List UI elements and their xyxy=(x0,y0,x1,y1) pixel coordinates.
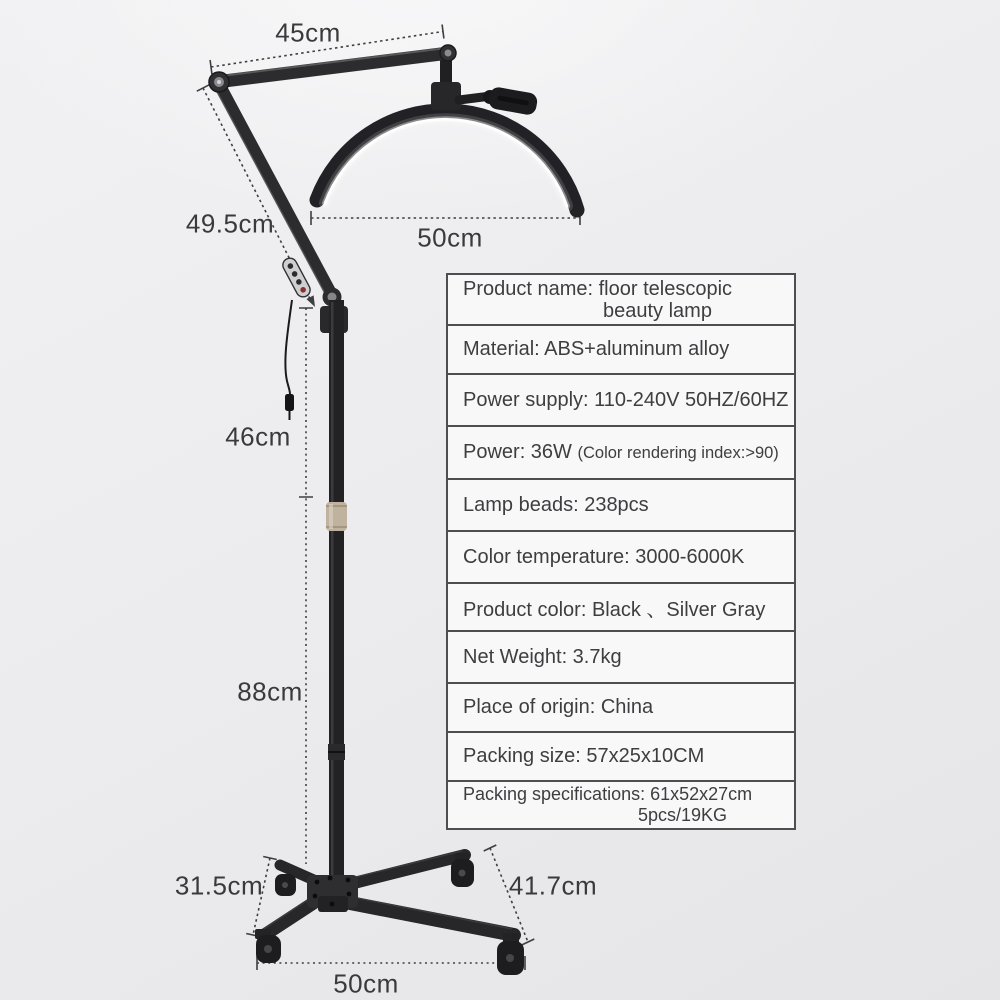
upper-arm xyxy=(216,53,449,82)
power-cord xyxy=(285,300,292,394)
spec-row-color-temperature xyxy=(448,532,794,584)
head-joint xyxy=(440,45,456,61)
elbow-joint xyxy=(209,72,229,92)
spec-row-lamp-beads xyxy=(448,480,794,532)
telescopic-collar xyxy=(326,502,347,531)
spec-row-power xyxy=(448,427,794,480)
dim-arrowhead xyxy=(306,295,315,307)
dim-label-upper-pole: 46cm xyxy=(225,421,291,452)
caster-rear-left xyxy=(275,874,296,896)
spec-row-origin xyxy=(448,684,794,733)
dim-label-lower-pole: 88cm xyxy=(237,676,303,707)
rear-arm-highlight xyxy=(214,87,328,300)
dim-label-rear-arm: 49.5cm xyxy=(185,208,275,239)
head-hinge xyxy=(440,58,452,86)
spec-text: Packing specifications: 61x52x27cm xyxy=(463,784,753,804)
spec-row-power-supply xyxy=(448,375,794,427)
dim-label-top-arm: 45cm xyxy=(275,17,341,48)
spec-text: beauty lamp xyxy=(603,299,712,322)
pole-connector xyxy=(328,744,345,760)
spec-table xyxy=(446,273,796,830)
spec-row-product-name xyxy=(448,275,794,326)
cord-plug xyxy=(285,394,294,411)
base-hub xyxy=(307,875,358,912)
spec-text: Net Weight: 3.7kg xyxy=(463,645,622,668)
phone-clamp xyxy=(487,86,538,116)
spec-text: Power: 36W (Color rendering index:>90) xyxy=(463,441,779,463)
spec-text: Material: ABS+aluminum alloy xyxy=(463,338,730,360)
dim-label-base-right: 41.7cm xyxy=(508,870,598,901)
head-mount xyxy=(431,82,461,110)
spec-text: Product color: Black 、Silver Gray xyxy=(463,598,766,621)
spec-text: Place of origin: China xyxy=(463,696,654,718)
spec-row-packing-specifications xyxy=(448,782,794,828)
spec-text: Packing size: 57x25x10CM xyxy=(463,745,705,767)
spec-row-net-weight xyxy=(448,632,794,684)
spec-row-product-color xyxy=(448,584,794,632)
spec-text: Lamp beads: 238pcs xyxy=(463,493,649,516)
spec-text: Product name: floor telescopic xyxy=(463,277,733,300)
dim-label-base-left: 31.5cm xyxy=(174,870,264,901)
spec-text: Color temperature: 3000-6000K xyxy=(463,545,745,568)
leg-front-right xyxy=(345,902,514,935)
pole-highlight xyxy=(331,302,334,876)
spec-row-material xyxy=(448,326,794,375)
spec-text: 5pcs/19KG xyxy=(638,805,728,825)
dim-label-lamp-width: 50cm xyxy=(417,222,483,253)
spec-note: (Color rendering index:>90) xyxy=(577,444,779,462)
leg-rear-right xyxy=(350,855,465,884)
spec-row-packing-size xyxy=(448,733,794,782)
dim-label-base-width: 50cm xyxy=(333,968,399,999)
base-legs xyxy=(263,855,514,936)
spec-text: Power supply: 110-240V 50HZ/60HZ xyxy=(463,388,789,411)
